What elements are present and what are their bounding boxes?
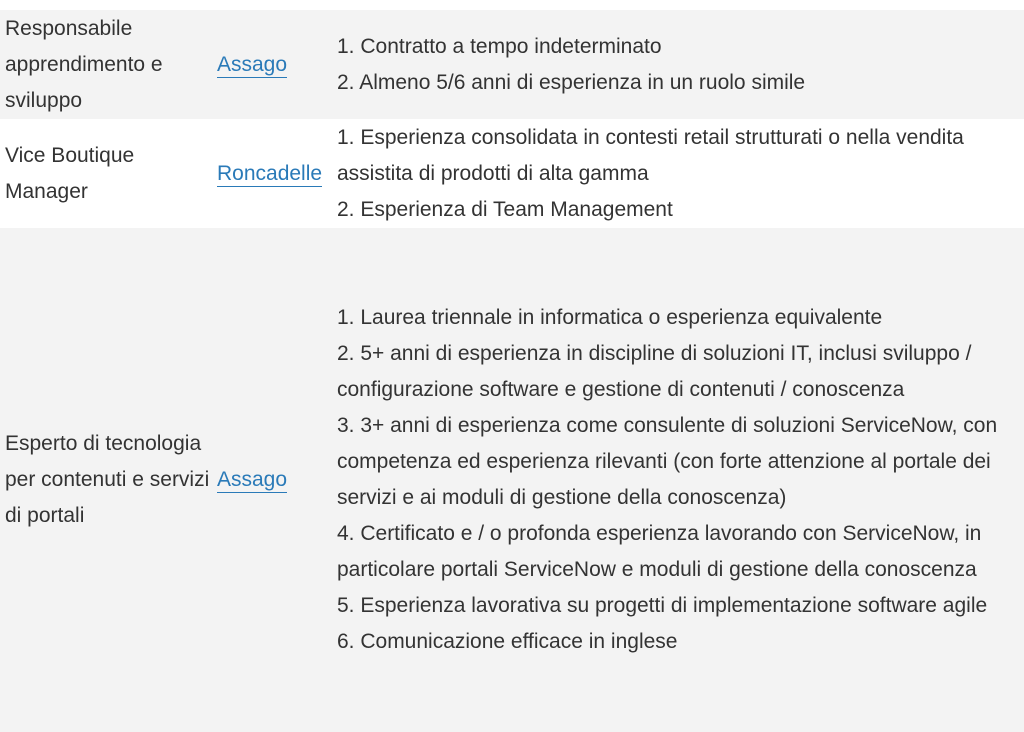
- job-requirements: [332, 120, 1024, 228]
- location-link-assago[interactable]: Assago: [217, 468, 288, 491]
- requirement-item: 3. 3+ anni di esperienza come consulente di soluzioni ServiceNow, con competenza ed esperienza rilevanti (con forte attenzione al portale dei servizi e ai moduli di gestione della conoscenza): [337, 414, 998, 509]
- requirement-item: 2. Almeno 5/6 anni di esperienza in un ruolo simile: [337, 70, 806, 94]
- job-location-cell: [212, 462, 332, 498]
- job-requirements: [332, 29, 1024, 101]
- requirement-item: 2. Esperienza di Team Management: [337, 197, 673, 221]
- jobs-table: [0, 10, 1024, 732]
- job-role: Vice Boutique Manager: [5, 143, 135, 203]
- job-location-cell: [212, 47, 332, 83]
- requirement-item: 1. Contratto a tempo indeterminato: [337, 34, 662, 58]
- job-role: Esperto di tecnologia per contenuti e servizi di portali: [5, 432, 210, 527]
- requirement-item: 4. Certificato e / o profonda esperienza lavorando con ServiceNow, in particolare portali ServiceNow e moduli di gestione della conoscenza: [337, 522, 982, 581]
- job-role: Responsabile apprendimento e sviluppo: [5, 16, 163, 112]
- requirement-item: 2. 5+ anni di esperienza in discipline di soluzioni IT, inclusi sviluppo / configurazione software e gestione di contenuti / conoscenza: [337, 342, 972, 401]
- location-link-roncadelle[interactable]: Roncadelle: [217, 161, 323, 185]
- location-link-assago[interactable]: Assago: [217, 52, 288, 76]
- requirement-item: 1. Laurea triennale in informatica o esperienza equivalente: [337, 306, 883, 329]
- table-row: [0, 228, 1024, 732]
- requirement-item: 5. Esperienza lavorativa su progetti di implementazione software agile: [337, 594, 988, 617]
- requirement-item: 1. Esperienza consolidata in contesti retail strutturati o nella vendita assistita di prodotti di alta gamma: [337, 125, 964, 185]
- job-requirements: [332, 300, 1024, 660]
- table-row: [0, 10, 1024, 119]
- requirement-item: 6. Comunicazione efficace in inglese: [337, 630, 678, 653]
- table-row: [0, 119, 1024, 228]
- job-location-cell: [212, 156, 332, 192]
